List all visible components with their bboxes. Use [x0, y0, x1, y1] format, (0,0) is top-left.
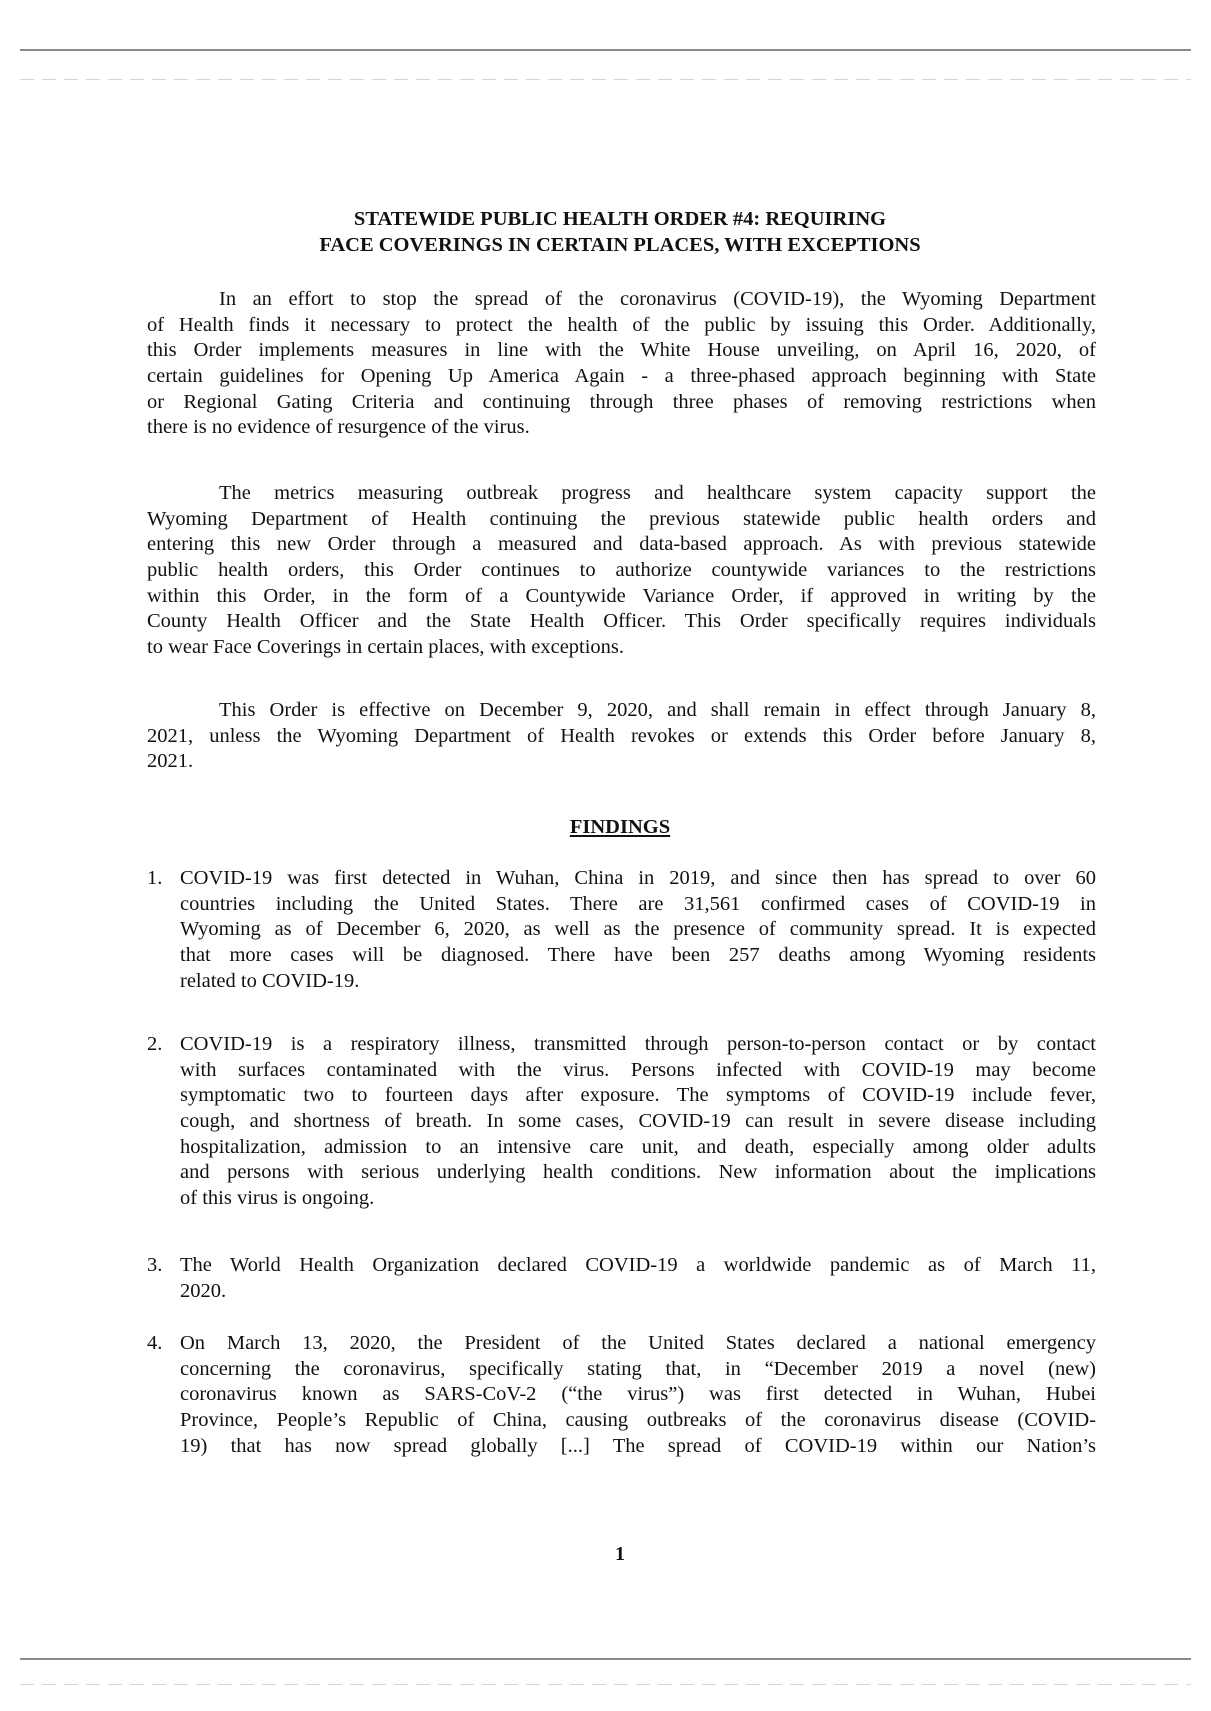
- text-line: 2021, unless the Wyoming Department of Health revokes or extends this Order before January 8,: [147, 724, 1096, 747]
- finding-text: [180, 1253, 1096, 1304]
- findings-heading: FINDINGS: [569, 816, 671, 838]
- bottom-scan-rule: [20, 1658, 1191, 1660]
- finding-item: [147, 1331, 1096, 1459]
- text-line: certain guidelines for Opening Up America Again - a three-phased approach beginning with State: [147, 365, 1096, 388]
- text-line: 19) that has now spread globally [...] The spread of COVID-19 within our Nation’s: [180, 1434, 1096, 1457]
- finding-text: [180, 1032, 1096, 1212]
- metrics-paragraph: [147, 481, 1096, 661]
- text-line: The metrics measuring outbreak progress and healthcare system capacity support the: [219, 482, 1096, 504]
- text-line: coronavirus known as SARS-CoV-2 (“the virus”) was first detected in Wuhan, Hubei: [180, 1383, 1096, 1406]
- text-line: In an effort to stop the spread of the coronavirus (COVID-19), the Wyoming Department: [219, 288, 1096, 310]
- text-line: On March 13, 2020, the President of the United States declared a national emergency: [180, 1332, 1096, 1354]
- text-line: cough, and shortness of breath. In some cases, COVID-19 can result in severe disease including: [180, 1110, 1096, 1133]
- text-line: 2020.: [180, 1279, 227, 1302]
- text-line: within this Order, in the form of a Countywide Variance Order, if approved in writing by the: [147, 584, 1096, 607]
- text-line: related to COVID-19.: [180, 969, 360, 992]
- text-line: Wyoming as of December 6, 2020, as well as the presence of community spread. It is expected: [180, 918, 1096, 941]
- text-line: symptomatic two to fourteen days after exposure. The symptoms of COVID-19 include fever,: [180, 1084, 1096, 1107]
- finding-number: 4.: [147, 1332, 163, 1354]
- intro-paragraph: [147, 287, 1096, 441]
- text-line: entering this new Order through a measured and data-based approach. As with previous statewide: [147, 533, 1096, 556]
- finding-number: 1.: [147, 867, 163, 889]
- text-line: or Regional Gating Criteria and continuing through three phases of removing restrictions when: [147, 390, 1096, 413]
- text-line: Wyoming Department of Health continuing the previous statewide public health orders and: [147, 507, 1096, 530]
- text-line: concerning the coronavirus, specifically stating that, in “December 2019 a novel (new): [180, 1357, 1096, 1380]
- top-scan-rule: [20, 49, 1191, 51]
- text-line: The World Health Organization declared COVID-19 a worldwide pandemic as of March 11,: [180, 1254, 1096, 1276]
- finding-item: [147, 866, 1096, 994]
- text-line: and persons with serious underlying health conditions. New information about the implications: [180, 1161, 1096, 1184]
- finding-item: [147, 1032, 1096, 1212]
- text-line: with surfaces contaminated with the virus. Persons infected with COVID-19 may become: [180, 1058, 1096, 1081]
- text-line: public health orders, this Order continues to authorize countywide variances to the restrictions: [147, 559, 1096, 582]
- text-line: Province, People’s Republic of China, causing outbreaks of the coronavirus disease (COVID-: [180, 1409, 1096, 1432]
- scan-artifact: [20, 79, 1191, 80]
- document-title: [0, 206, 1211, 258]
- text-line: countries including the United States. There are 31,561 confirmed cases of COVID-19 in: [180, 892, 1096, 915]
- finding-text: [180, 1331, 1096, 1459]
- text-line: of Health finds it necessary to protect the health of the public by issuing this Order. Additionally,: [147, 313, 1096, 336]
- title-line-1: STATEWIDE PUBLIC HEALTH ORDER #4: REQUIRING: [353, 208, 887, 230]
- finding-number: 2.: [147, 1033, 163, 1055]
- text-line: 2021.: [147, 750, 194, 773]
- text-line: this Order implements measures in line with the White House unveiling, on April 16, 2020, of: [147, 339, 1096, 362]
- text-line: County Health Officer and the State Health Officer. This Order specifically requires individuals: [147, 610, 1096, 633]
- text-line: to wear Face Coverings in certain places, with exceptions.: [147, 636, 625, 659]
- page-number: 1: [615, 1543, 625, 1565]
- finding-item: [147, 1253, 1096, 1304]
- finding-number: 3.: [147, 1254, 163, 1276]
- text-line: COVID-19 is a respiratory illness, transmitted through person-to-person contact or by contact: [180, 1033, 1096, 1055]
- text-line: that more cases will be diagnosed. There have been 257 deaths among Wyoming residents: [180, 944, 1096, 967]
- text-line: COVID-19 was first detected in Wuhan, China in 2019, and since then has spread to over 60: [180, 867, 1096, 889]
- text-line: there is no evidence of resurgence of the virus.: [147, 416, 530, 439]
- finding-text: [180, 866, 1096, 994]
- text-line: hospitalization, admission to an intensive care unit, and death, especially among older adults: [180, 1135, 1096, 1158]
- scan-artifact: [20, 1684, 1191, 1685]
- effective-date-paragraph: [147, 698, 1096, 775]
- title-line-2: FACE COVERINGS IN CERTAIN PLACES, WITH EXCEPTIONS: [319, 234, 921, 256]
- text-line: This Order is effective on December 9, 2020, and shall remain in effect through January 8,: [219, 699, 1096, 721]
- text-line: of this virus is ongoing.: [180, 1187, 375, 1210]
